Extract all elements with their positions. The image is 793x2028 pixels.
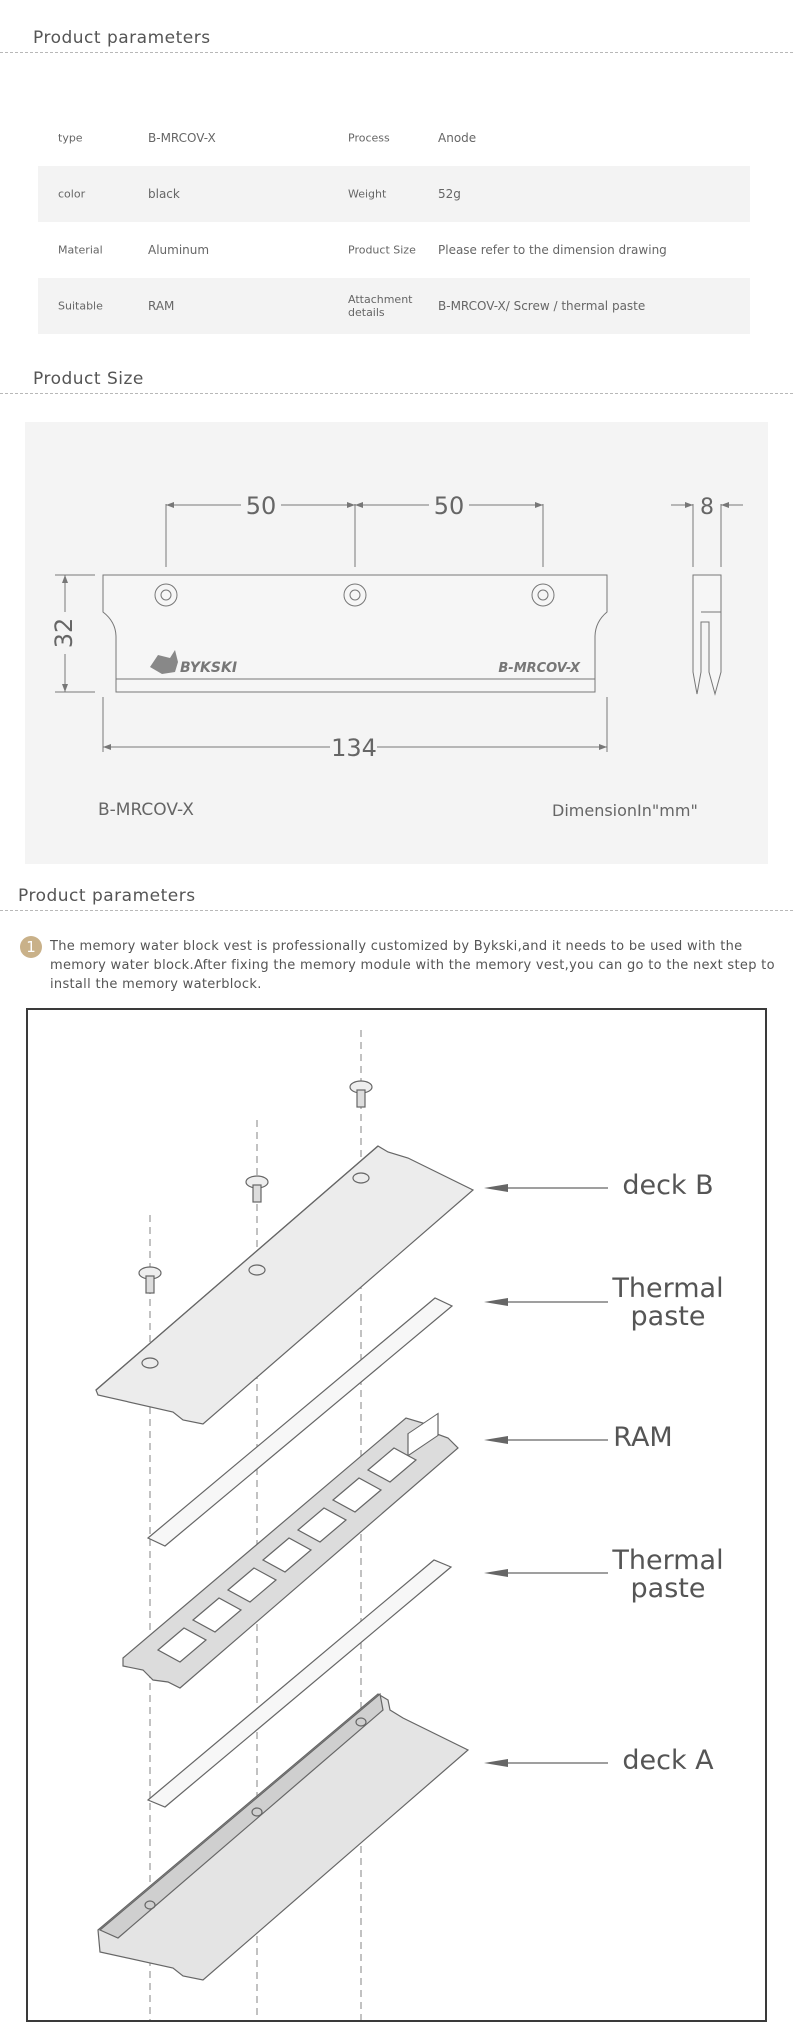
dim-length-label: 134: [331, 734, 377, 762]
param-value: RAM: [148, 298, 175, 313]
thermal-paste-top-label: Thermal paste: [612, 1273, 724, 1332]
step-description: The memory water block vest is professionally customized by Bykski,and it needs to be used with the memory water block.After fixing the memory module with the memory vest,you can go to the next step to install the memory waterblock.: [50, 939, 775, 992]
params-table: [38, 110, 750, 334]
ram-label: RAM: [613, 1422, 673, 1453]
param-label: type: [58, 131, 83, 145]
dim-height-label: 32: [50, 617, 78, 649]
install-section-title: Product parameters: [18, 886, 196, 906]
table-row: [38, 222, 750, 278]
unit-label: DimensionIn"mm": [552, 801, 698, 820]
table-row: [38, 278, 750, 334]
param-value: Please refer to the dimension drawing: [438, 242, 667, 257]
model-label: B-MRCOV-X: [98, 800, 194, 820]
deck-a-label: deck A: [622, 1745, 714, 1776]
dim-a-label: 50: [245, 492, 277, 520]
dim-thickness-label: 8: [700, 495, 714, 520]
dim-b-label: 50: [433, 492, 465, 520]
param-value: B-MRCOV-X: [148, 130, 216, 145]
plate-model-text: B-MRCOV-X: [498, 661, 580, 676]
param-value: black: [148, 186, 180, 201]
params-section-title: Product parameters: [33, 28, 211, 48]
table-row: [38, 166, 750, 222]
exploded-assembly-diagram: [26, 1008, 767, 2022]
brand-logo-text: BYKSKI: [180, 660, 238, 676]
table-row: [38, 110, 750, 166]
param-label: Attachment details: [348, 292, 413, 319]
deck-b-label: deck B: [622, 1170, 714, 1201]
param-value: Aluminum: [148, 242, 210, 257]
param-label: Process: [348, 131, 390, 145]
step-number-badge: 1: [20, 936, 42, 958]
param-label: color: [58, 187, 86, 201]
section-divider: [0, 393, 793, 394]
thermal-paste-bottom-label: Thermal paste: [612, 1545, 724, 1604]
dimension-drawing: [25, 422, 768, 864]
param-label: Suitable: [58, 299, 103, 313]
param-value: 52g: [438, 186, 461, 201]
param-value: B-MRCOV-X/ Screw / thermal paste: [438, 298, 646, 313]
param-label: Material: [58, 243, 103, 257]
param-label: Product Size: [348, 243, 416, 257]
size-section-title: Product Size: [33, 369, 144, 389]
section-divider: [0, 52, 793, 53]
param-value: Anode: [438, 130, 477, 145]
section-divider: [0, 910, 793, 911]
param-label: Weight: [348, 187, 387, 201]
